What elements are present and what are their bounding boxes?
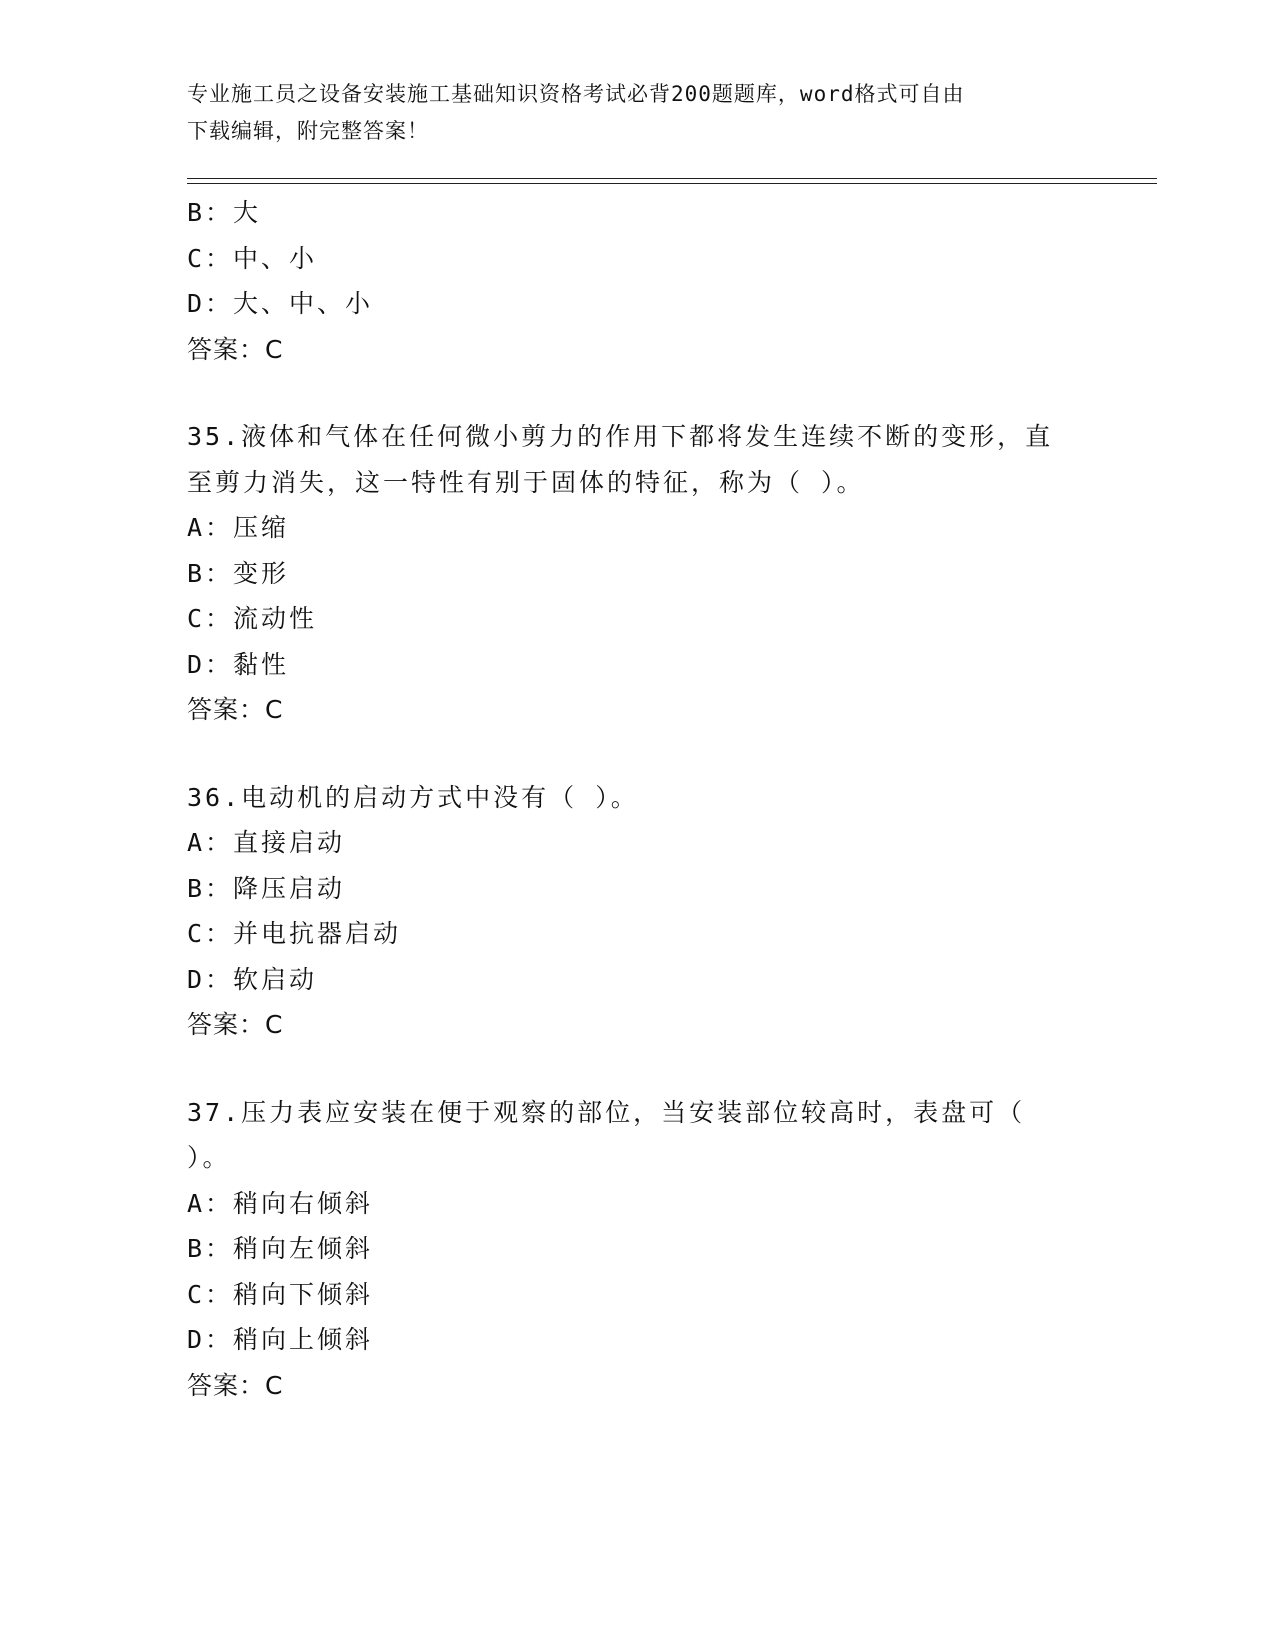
option-d: D：稍向上倾斜	[187, 1325, 374, 1354]
option-a: A：压缩	[187, 513, 290, 542]
header-divider-top	[187, 178, 1157, 179]
option-c: C：流动性	[187, 604, 318, 633]
question-stem-line-2: ）。	[187, 1143, 231, 1172]
question-stem-line-1: 36.电动机的启动方式中没有（ ）。	[187, 782, 639, 812]
question-36	[187, 775, 1087, 1048]
option-b: B：降压启动	[187, 873, 346, 903]
question-list	[187, 190, 1087, 1408]
question-stem-line-1: 37.压力表应安装在便于观察的部位，当安装部位较高时，表盘可（	[187, 1097, 1026, 1127]
option-d: D：软启动	[187, 964, 318, 994]
answer-line: 答案：C	[187, 1010, 284, 1039]
option-d: D：大、中、小	[187, 289, 374, 318]
option-b: B：大	[187, 198, 262, 227]
option-c: C：稍向下倾斜	[187, 1279, 374, 1309]
option-c: C：并电抗器启动	[187, 919, 402, 948]
question-34-continued	[187, 190, 1087, 372]
header-title-line-2: 下载编辑，附完整答案！	[187, 119, 429, 143]
answer-line: 答案：C	[187, 695, 284, 724]
option-a: A：直接启动	[187, 828, 346, 857]
header-title-line-1: 专业施工员之设备安装施工基础知识资格考试必背200题题库，word格式可自由	[187, 82, 965, 106]
option-b: B：变形	[187, 558, 290, 588]
option-b: B：稍向左倾斜	[187, 1234, 374, 1263]
header-divider-bottom	[187, 183, 1157, 184]
document-header	[187, 76, 1067, 150]
option-a: A：稍向右倾斜	[187, 1188, 374, 1218]
question-stem-line-1: 35.液体和气体在任何微小剪力的作用下都将发生连续不断的变形，直	[187, 422, 1054, 451]
answer-line: 答案：C	[187, 1370, 284, 1400]
question-35	[187, 414, 1087, 733]
answer-line: 答案：C	[187, 334, 284, 364]
question-stem-line-2: 至剪力消失，这一特性有别于固体的特征，称为（ ）。	[187, 467, 865, 497]
option-c: C：中、小	[187, 243, 318, 273]
question-37	[187, 1090, 1087, 1409]
option-d: D：黏性	[187, 649, 290, 679]
